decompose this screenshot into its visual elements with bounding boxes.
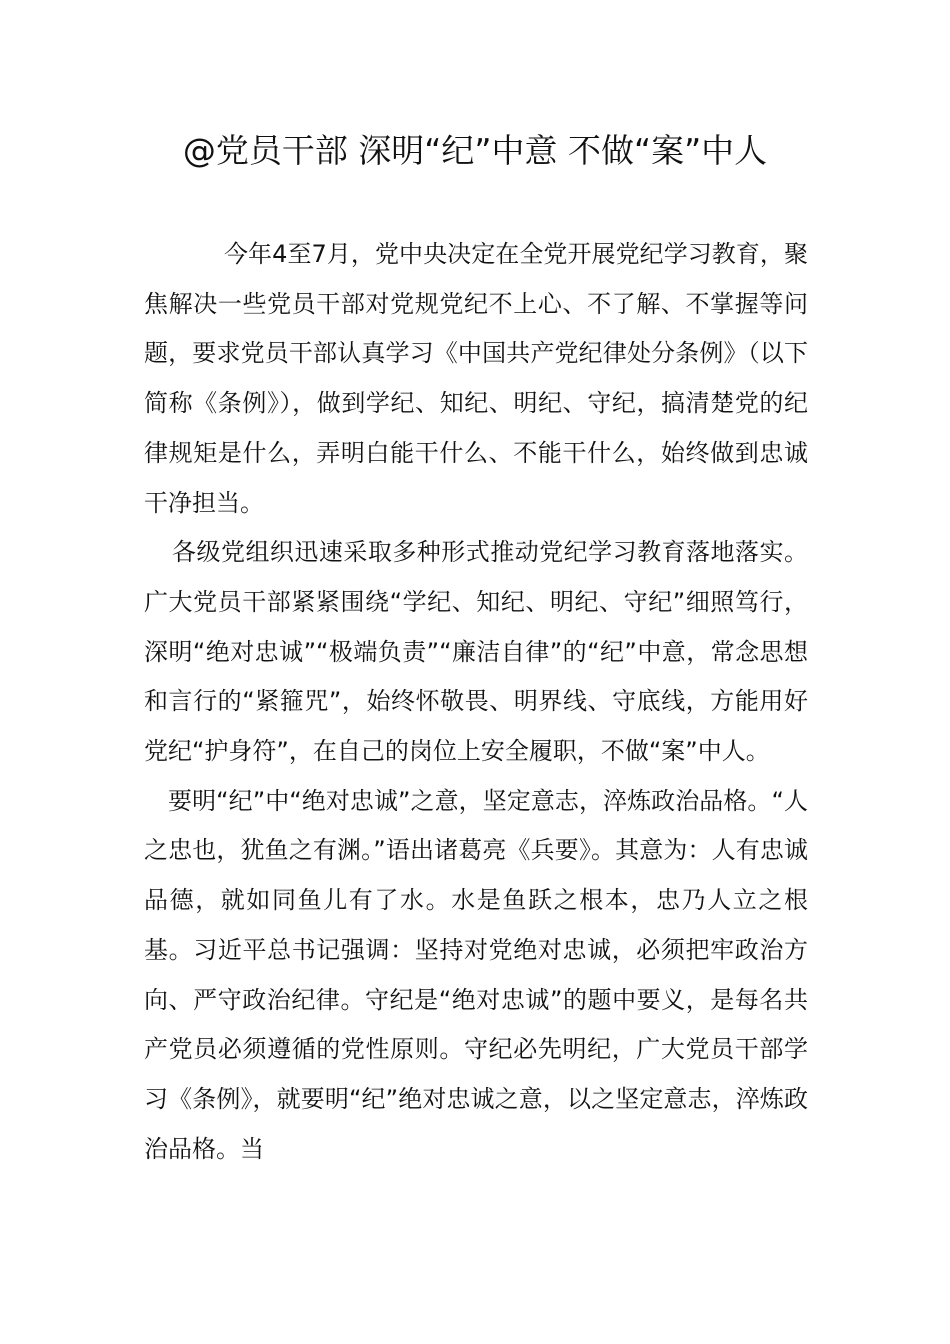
paragraph-2: 各级党组织迅速采取多种形式推动党纪学习教育落地落实。广大党员干部紧紧围绕“学纪、知纪、明纪、守纪”细照笃行，深明“绝对忠诚”“极端负责”“廉洁自律”的“纪”中意，常念思想和言行的“紧箍咒”，始终怀敬畏、明界线、守底线，方能用好党纪“护身符”，在自己的岗位上安全履职，不做“案”中人。: [144, 538, 808, 766]
document-body: [144, 230, 808, 1174]
paragraph-1: 今年4至7月，党中央决定在全党开展党纪学习教育，聚焦解决一些党员干部对党规党纪不上心、不了解、不掌握等问题，要求党员干部认真学习《中国共产党纪律处分条例》（以下简称《条例》），做到学纪、知纪、明纪、守纪，搞清楚党的纪律规矩是什么，弄明白能干什么、不能干什么，始终做到忠诚干净担当。: [144, 240, 808, 517]
document-title: @党员干部 深明“纪”中意 不做“案”中人: [182, 131, 768, 170]
paragraph-3: 要明“纪”中“绝对忠诚”之意，坚定意志，淬炼政治品格。“人之忠也，犹鱼之有渊。”语出诸葛亮《兵要》。其意为：人有忠诚品德，就如同鱼儿有了水。水是鱼跃之根本，忠乃人立之根基。习近平总书记强调：坚持对党绝对忠诚，必须把牢政治方向、严守政治纪律。守纪是“绝对忠诚”的题中要义，是每名共产党员必须遵循的党性原则。守纪必先明纪，广大党员干部学习《条例》，就要明“纪”绝对忠诚之意，以之坚定意志，淬炼政治品格。当: [144, 786, 808, 1163]
